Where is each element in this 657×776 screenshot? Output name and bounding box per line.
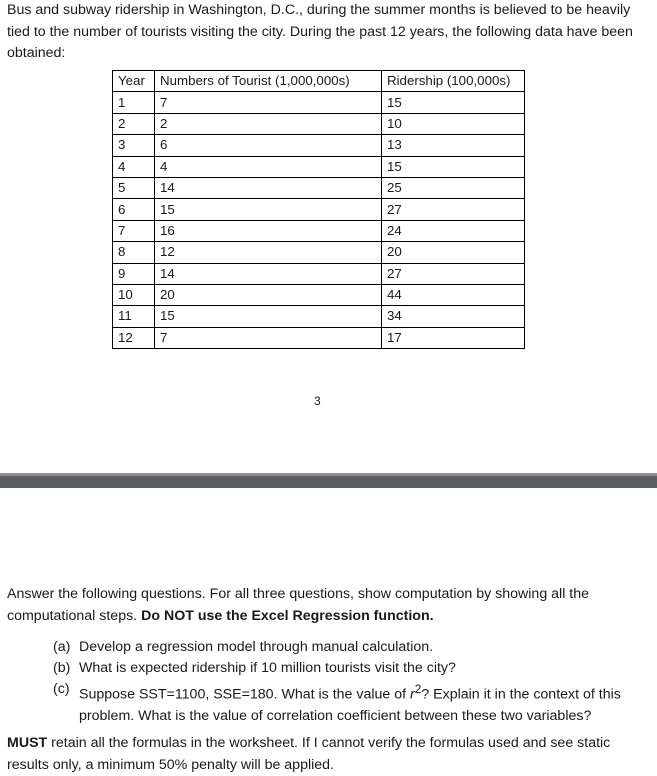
table-header-row <box>113 71 525 92</box>
table-row <box>113 284 525 305</box>
r-squared-exponent: 2 <box>414 682 422 696</box>
year-cell: 1 <box>113 92 155 113</box>
tourists-cell: 7 <box>155 92 382 113</box>
tourists-cell: 14 <box>155 177 382 198</box>
warning-text: retain all the formulas in the worksheet. If I cannot verify the formulas used and see static results only, a minimum 50% penalty will be applied. <box>7 735 611 773</box>
question-text: What is expected ridership if 10 million tourists visit the city? <box>79 660 456 676</box>
table-row <box>113 177 525 198</box>
year-cell: 3 <box>113 135 155 156</box>
table-row <box>113 242 525 263</box>
instructions-emphasis: Do NOT use the Excel Regression function. <box>141 607 434 624</box>
header-ridership: Ridership (100,000s) <box>382 71 525 92</box>
tourists-cell: 12 <box>155 242 382 263</box>
year-cell: 5 <box>113 177 155 198</box>
tourists-cell: 15 <box>155 199 382 220</box>
ridership-cell: 20 <box>382 242 525 263</box>
question-text-post: ? Explain it in the context of this problem. What is the value of correlation coefficient between these two variables? <box>79 686 621 724</box>
intro-paragraph: Bus and subway ridership in Washington, D.C., during the summer months is believed to be heavily tied to the number of tourists visiting the city. During the past 12 years, the following data have been obtained: <box>7 2 633 61</box>
year-cell: 12 <box>113 327 155 348</box>
page-break-highlight <box>0 473 657 476</box>
table-row <box>113 306 525 327</box>
tourists-cell: 20 <box>155 284 382 305</box>
table-row <box>113 220 525 241</box>
year-cell: 8 <box>113 242 155 263</box>
question-a <box>53 637 643 658</box>
ridership-cell: 27 <box>382 199 525 220</box>
question-marker: (a) <box>53 639 71 655</box>
year-cell: 7 <box>113 220 155 241</box>
year-cell: 2 <box>113 113 155 134</box>
ridership-cell: 13 <box>382 135 525 156</box>
ridership-cell: 25 <box>382 177 525 198</box>
tourists-cell: 15 <box>155 306 382 327</box>
table-row <box>113 135 525 156</box>
question-b <box>53 658 643 679</box>
table-row <box>113 327 525 348</box>
question-marker: (c) <box>53 681 70 697</box>
header-year: Year <box>113 71 155 92</box>
question-c <box>53 679 643 727</box>
tourists-cell: 4 <box>155 156 382 177</box>
instructions-paragraph <box>7 584 647 627</box>
year-cell: 11 <box>113 306 155 327</box>
tourists-cell: 14 <box>155 263 382 284</box>
tourists-cell: 7 <box>155 327 382 348</box>
table-row <box>113 199 525 220</box>
tourists-cell: 16 <box>155 220 382 241</box>
table-row <box>113 263 525 284</box>
question-marker: (b) <box>53 660 71 676</box>
tourists-cell: 6 <box>155 135 382 156</box>
table-row <box>113 113 525 134</box>
year-cell: 9 <box>113 263 155 284</box>
ridership-cell: 44 <box>382 284 525 305</box>
year-cell: 4 <box>113 156 155 177</box>
tourists-cell: 2 <box>155 113 382 134</box>
year-cell: 6 <box>113 199 155 220</box>
ridership-cell: 15 <box>382 156 525 177</box>
warning-emphasis: MUST <box>7 735 48 751</box>
header-tourists: Numbers of Tourist (1,000,000s) <box>155 71 382 92</box>
ridership-cell: 10 <box>382 113 525 134</box>
table-row <box>113 156 525 177</box>
ridership-cell: 27 <box>382 263 525 284</box>
question-text <box>79 679 643 727</box>
table-row <box>113 92 525 113</box>
ridership-cell: 17 <box>382 327 525 348</box>
question-text: Develop a regression model through manual calculation. <box>79 639 434 655</box>
data-table <box>112 70 525 349</box>
instructions-text: Answer the following questions. For all three questions, show computation by showing all the computational steps. <box>7 586 590 624</box>
year-cell: 10 <box>113 284 155 305</box>
ridership-cell: 34 <box>382 306 525 327</box>
warning-paragraph <box>7 733 647 776</box>
ridership-cell: 15 <box>382 92 525 113</box>
question-list <box>53 637 643 727</box>
r-symbol: r <box>410 686 415 703</box>
page-break-divider <box>0 473 657 488</box>
question-text-pre: Suppose SST=1100, SSE=180. What is the value of <box>79 686 410 703</box>
page-number: 3 <box>314 394 321 408</box>
ridership-cell: 24 <box>382 220 525 241</box>
